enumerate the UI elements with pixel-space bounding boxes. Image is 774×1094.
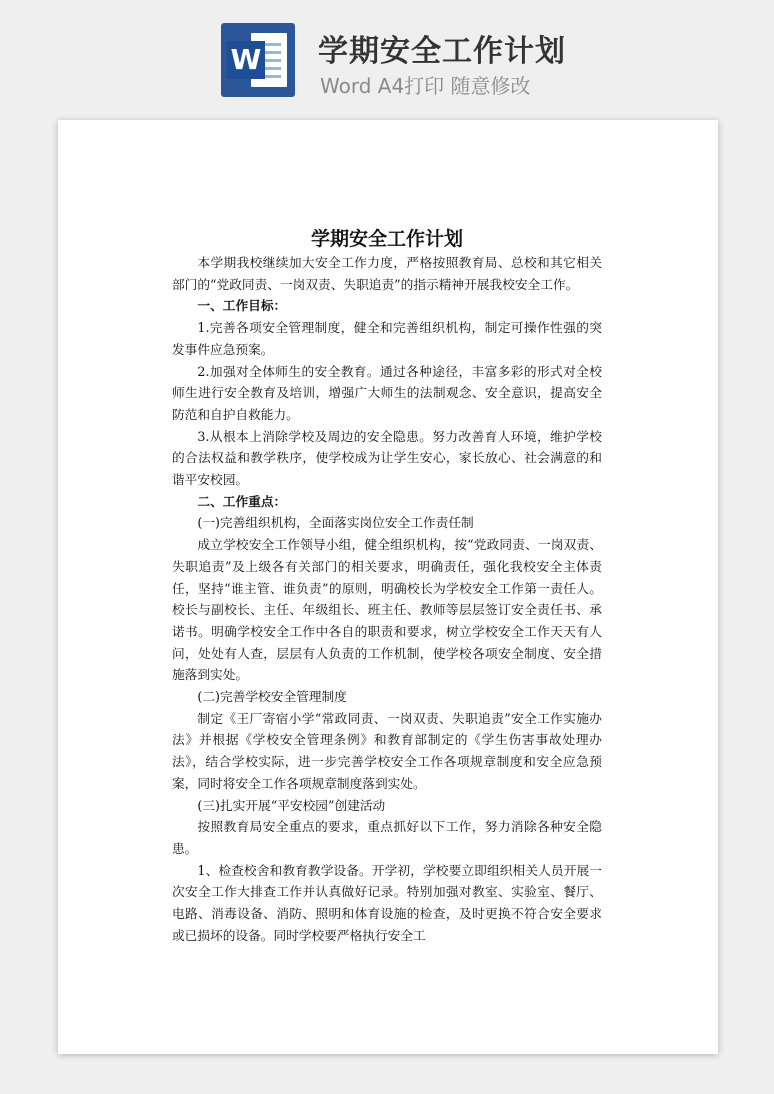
paragraph-intro: 本学期我校继续加大安全工作力度，严格按照教育局、总校和其它相关部门的“党政同责、一岗双责、失职追责”的指示精神开展我校安全工作。 — [172, 255, 602, 292]
document-page — [58, 120, 718, 1054]
header — [0, 0, 774, 110]
paragraph-focus-2: 制定《王厂寄宿小学“常政同责、一岗双责、失职追责”安全工作实施办法》并根据《学校安全管理条例》和教育部制定的《学生伤害事故处理办法》，结合学校实际，进一步完善学校安全工作各项规章制度和安全应急预案，同时将安全工作各项规章制度落到实处。 — [172, 710, 602, 791]
subheading-1: (一)完善组织机构，全面落实岗位安全工作责任制 — [197, 515, 474, 531]
word-icon — [221, 23, 295, 97]
document-content — [172, 224, 602, 947]
subheading-2: (二)完善学校安全管理制度 — [197, 689, 347, 705]
paragraph-focus-1: 成立学校安全工作领导小组，健全组织机构，按“党政同责、一岗双责、失职追责”及上级各有关部门的相关要求，明确责任，强化我校安全主体责任，坚持“谁主管、谁负责”的原则，明确校长为学校安全工作第一责任人。校长与副校长、主任、年级组长、班主任、教师等层层签订安全责任书、承诺书。明确学校安全工作中各自的职责和要求，树立学校安全工作天天有人问，处处有人查，层层有人负责的工作机制，使学校各项安全制度、安全措施落到实处。 — [172, 537, 602, 683]
paragraph-goal-2: 2.加强对全体师生的安全教育。通过各种途径，丰富多彩的形式对全校师生进行安全教育及培训，增强广大师生的法制观念、安全意识，提高安全防范和自护自救能力。 — [172, 363, 602, 422]
heading-goals: 一、工作目标： — [197, 298, 287, 314]
document-title: 学期安全工作计划 — [310, 228, 463, 250]
subheading-3: (三)扎实开展“平安校园”创建活动 — [197, 797, 386, 813]
heading-focus: 二、工作重点： — [197, 493, 287, 509]
paragraph-focus-3: 按照教育局安全重点的要求，重点抓好以下工作，努力消除各种安全隐患。 — [172, 819, 602, 856]
paragraph-goal-3: 3.从根本上消除学校及周边的安全隐患。努力改善育人环境，维护学校的合法权益和教学秩序，使学校成为让学生安心，家长放心、社会满意的和谐平安校园。 — [172, 428, 602, 488]
word-letter: W — [227, 41, 265, 79]
header-title: 学期安全工作计划 — [318, 34, 566, 69]
paragraph-item-1: 1、检查校舍和教育教学设备。开学初，学校要立即组织相关人员开展一次安全工作大排查工作并认真做好记录。特别加强对教室、实验室、餐厅、电路、消毒设备、消防、照明和体育设施的检查，及时更换不符合安全要求或已损坏的设备。同时学校要严格执行安全工 — [172, 862, 602, 943]
header-subtitle: Word A4打印 随意修改 — [320, 74, 531, 98]
paragraph-goal-1: 1.完善各项安全管理制度，健全和完善组织机构，制定可操作性强的突发事件应急预案。 — [172, 320, 602, 357]
